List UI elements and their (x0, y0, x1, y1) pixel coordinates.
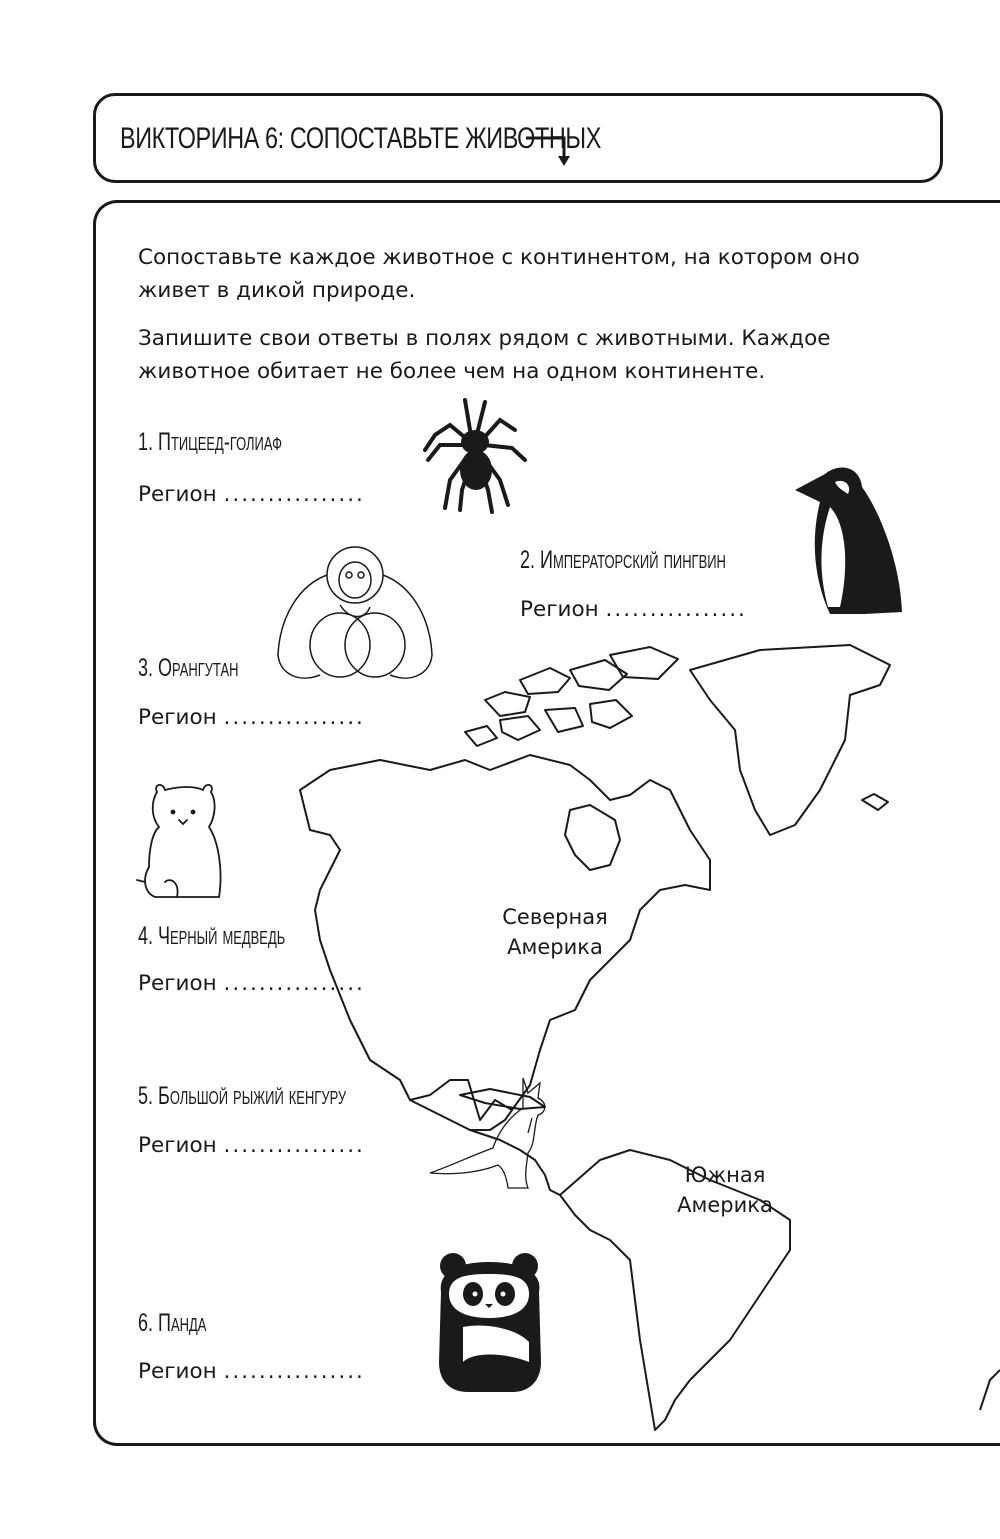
panda-icon (433, 1252, 548, 1397)
quiz-header (93, 93, 943, 183)
answer-field-1[interactable]: Регион ................ (138, 482, 365, 507)
animal-label-3: 3. Орангутан (138, 654, 239, 682)
map-label-north-america: Северная Америка (502, 905, 608, 959)
intro-paragraph-2: Запишите свои ответы в полях рядом с животными. Каждое животное обитает не более чем на одном континенте. (138, 326, 831, 384)
spider-icon (420, 390, 530, 515)
intro-paragraph-1: Сопоставьте каждое животное с континентом, на котором оно живет в дикой природе. (138, 245, 860, 303)
arrow-down-icon (524, 126, 574, 168)
animal-label-5: 5. Большой рыжий кенгуру (138, 1082, 347, 1110)
answer-field-6[interactable]: Регион ................ (138, 1359, 365, 1384)
bear-icon (135, 782, 230, 907)
answer-field-4[interactable]: Регион ................ (138, 971, 365, 996)
penguin-icon (790, 462, 910, 622)
answer-field-5[interactable]: Регион ................ (138, 1133, 365, 1158)
map-label-south-america: Южная Америка (677, 1163, 773, 1217)
quiz-title: ВИКТОРИНА 6: СОПОСТАВЬТЕ ЖИВОТНЫХ (120, 122, 601, 155)
animal-label-1: 1. Птицеед-голиаф (138, 428, 282, 456)
orangutan-icon (270, 535, 440, 690)
animal-label-2: 2. Императорский пингвин (520, 546, 726, 574)
answer-field-3[interactable]: Регион ................ (138, 705, 365, 730)
kangaroo-icon (428, 1073, 558, 1191)
animal-label-4: 4. Черный медведь (138, 922, 286, 950)
animal-label-6: 6. Панда (138, 1309, 207, 1337)
answer-field-2[interactable]: Регион ................ (520, 597, 747, 622)
americas-map (290, 640, 1000, 1440)
